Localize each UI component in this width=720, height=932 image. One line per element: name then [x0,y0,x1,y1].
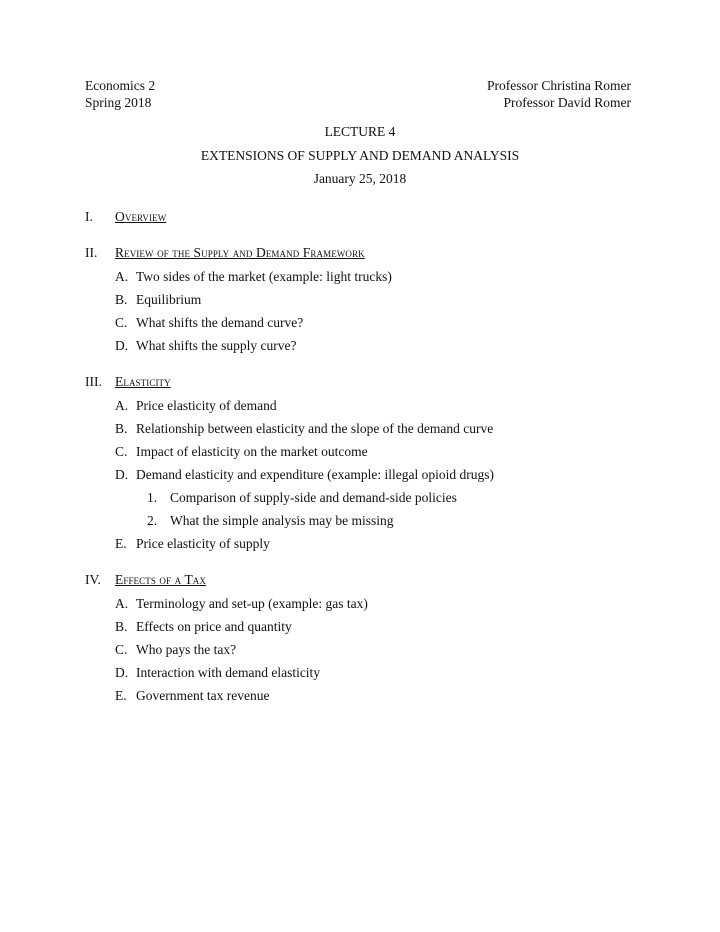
list-item: E. Government tax revenue [115,688,270,703]
professor-2: Professor David Romer [503,95,631,110]
section-title: Overview [115,209,167,224]
sub-list-item: 1. Comparison of supply-side and demand-side policies [147,490,457,505]
list-item: D. Interaction with demand elasticity [115,665,321,680]
list-item: E. Price elasticity of supply [115,536,270,551]
course-name: Economics 2 [85,78,156,93]
sub-list-item: 2. What the simple analysis may be missing [147,513,394,528]
list-item: D. What shifts the supply curve? [115,338,297,353]
section-number: II. [85,245,98,260]
list-item: C. Who pays the tax? [115,642,237,657]
term: Spring 2018 [85,95,152,110]
section-overview [85,206,645,228]
section-review [85,242,645,357]
list-item: A. Price elasticity of demand [115,398,277,413]
section-elasticity [85,371,645,555]
section-number: IV. [85,572,101,587]
section-number: III. [85,374,102,389]
section-number: I. [85,209,93,224]
list-item: A. Two sides of the market (example: light trucks) [115,269,392,284]
lecture-outline [85,206,645,707]
section-title: Effects of a Tax [115,572,206,587]
header-left [85,77,155,111]
header-right [487,77,631,111]
list-item: C. Impact of elasticity on the market outcome [115,444,368,459]
section-title: Review of the Supply and Demand Framework [115,245,365,260]
list-item: D. Demand elasticity and expenditure (example: illegal opioid drugs) [115,467,495,482]
lecture-topic: EXTENSIONS OF SUPPLY AND DEMAND ANALYSIS [200,148,520,163]
lecture-number: LECTURE 4 [324,124,396,139]
list-item: C. What shifts the demand curve? [115,315,304,330]
list-item: B. Relationship between elasticity and the slope of the demand curve [115,421,494,436]
professor-1: Professor Christina Romer [487,78,631,93]
section-title: Elasticity [115,374,171,389]
lecture-date: January 25, 2018 [313,171,407,186]
list-item: B. Equilibrium [115,292,202,307]
section-tax [85,569,645,707]
list-item: B. Effects on price and quantity [115,619,292,634]
list-item: A. Terminology and set-up (example: gas tax) [115,596,368,611]
